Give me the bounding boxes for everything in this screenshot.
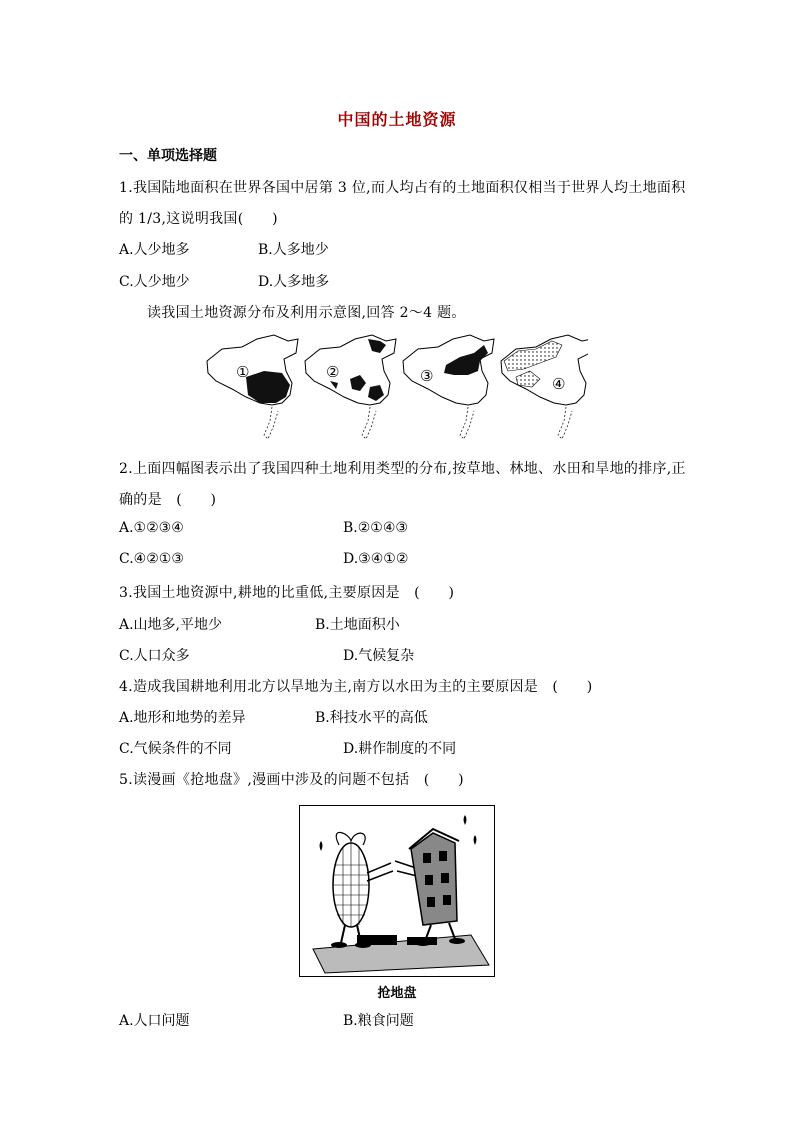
map-label-3: ③ xyxy=(420,367,434,385)
intro-2-4: 读我国土地资源分布及利用示意图,回答 2～4 题。 xyxy=(147,305,466,321)
map-1 xyxy=(207,335,298,439)
map-2 xyxy=(305,335,396,439)
map-4 xyxy=(501,335,588,439)
map-label-4: ④ xyxy=(552,375,566,393)
page-title: 中国的土地资源 xyxy=(337,110,457,129)
q2-option-a[interactable]: A.①②③④ xyxy=(119,520,184,536)
q1-option-c[interactable]: C.人少地少 xyxy=(119,274,190,290)
map-label-1: ① xyxy=(236,363,250,381)
q1-option-b[interactable]: B.人多地少 xyxy=(258,242,329,258)
q3-option-a[interactable]: A.山地多,平地少 xyxy=(119,617,223,633)
q1-stem-line2: 的 1/3,这说明我国( ) xyxy=(119,211,278,227)
section-heading: 一、单项选择题 xyxy=(119,148,217,164)
q4-stem: 4.造成我国耕地利用北方以旱地为主,南方以水田为主的主要原因是 ( ) xyxy=(119,679,593,695)
q3-option-b[interactable]: B.土地面积小 xyxy=(315,617,400,633)
q3-stem: 3.我国土地资源中,耕地的比重低,主要原因是 ( ) xyxy=(119,585,455,601)
q2-option-b[interactable]: B.②①④③ xyxy=(343,520,408,536)
q1-stem-line1: 1.我国陆地面积在世界各国中居第 3 位,而人均占有的土地面积仅相当于世界人均土地面积 xyxy=(119,180,686,196)
q4-option-b[interactable]: B.科技水平的高低 xyxy=(315,710,428,726)
q5-stem: 5.读漫画《抢地盘》,漫画中涉及的问题不包括 ( ) xyxy=(119,772,464,788)
map-label-2: ② xyxy=(326,363,340,381)
q3-option-c[interactable]: C.人口众多 xyxy=(119,648,190,664)
q4-option-a[interactable]: A.地形和地势的差异 xyxy=(119,710,246,726)
map-3 xyxy=(403,335,494,439)
q4-option-c[interactable]: C.气候条件的不同 xyxy=(119,741,232,757)
land-grab-cartoon xyxy=(299,805,495,977)
cartoon-caption: 抢地盘 xyxy=(377,986,417,1001)
land-use-maps-figure xyxy=(202,331,588,443)
q5-option-b[interactable]: B.粮食问题 xyxy=(343,1013,414,1029)
q2-option-c[interactable]: C.④②①③ xyxy=(119,551,184,567)
q3-option-d[interactable]: D.气候复杂 xyxy=(343,648,415,664)
q5-option-a[interactable]: A.人口问题 xyxy=(119,1013,190,1029)
q4-option-d[interactable]: D.耕作制度的不同 xyxy=(343,741,457,757)
q1-option-a[interactable]: A.人少地多 xyxy=(119,242,190,258)
q2-stem-line2: 确的是 ( ) xyxy=(119,492,217,508)
q1-option-d[interactable]: D.人多地多 xyxy=(258,274,330,290)
q2-stem-line1: 2.上面四幅图表示出了我国四种土地利用类型的分布,按草地、林地、水田和旱地的排序,正 xyxy=(119,461,686,477)
q2-option-d[interactable]: D.③④①② xyxy=(343,551,409,567)
